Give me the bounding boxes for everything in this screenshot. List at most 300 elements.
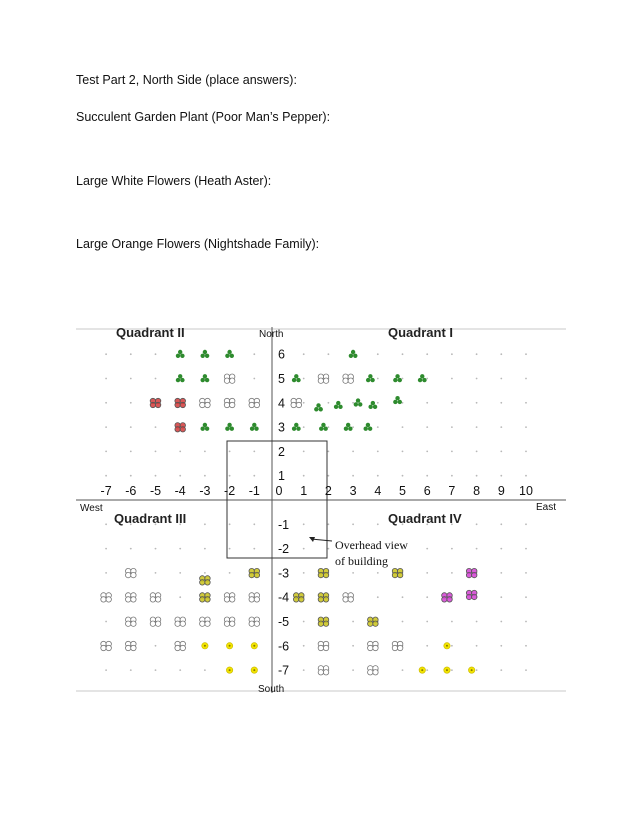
grid-dot <box>352 451 354 453</box>
flower-petal <box>224 378 229 383</box>
grid-dot <box>525 621 527 623</box>
grid-dot <box>476 645 478 647</box>
pink-flower-marker <box>466 590 477 599</box>
succulent-leaf <box>225 354 229 358</box>
pink-flower-marker <box>442 593 453 602</box>
flower-petal <box>150 402 155 407</box>
orange-flower-marker <box>318 593 329 602</box>
succulent-leaf <box>420 374 424 378</box>
flower-petal <box>205 402 210 407</box>
grid-dot <box>426 402 428 404</box>
grid-dot <box>105 523 107 525</box>
orange-flower-marker <box>318 617 329 626</box>
grid-dot <box>451 621 453 623</box>
succulent-marker <box>368 401 377 409</box>
grid-dot <box>155 572 157 574</box>
flower-petal <box>200 621 205 626</box>
yellow-blossom-center <box>229 669 231 671</box>
flower-petal <box>180 621 185 626</box>
succulent-marker <box>201 423 210 431</box>
yellow-flower-marker <box>226 643 232 649</box>
flower-petal <box>466 594 471 599</box>
succulent-leaf <box>373 405 377 409</box>
succulent-leaf <box>250 427 254 431</box>
grid-dot <box>377 596 379 598</box>
succulent-marker <box>393 374 402 382</box>
flower-petal <box>293 597 298 602</box>
y-tick-label: 5 <box>278 372 285 386</box>
grid-dot <box>105 548 107 550</box>
grid-dot <box>525 451 527 453</box>
grid-dot <box>426 475 428 477</box>
north-label: North <box>259 329 284 340</box>
flower-petal <box>200 402 205 407</box>
yellow-flower-marker <box>226 667 232 673</box>
succulent-marker <box>364 423 373 431</box>
x-tick-label: -6 <box>125 484 137 498</box>
y-tick-label: -3 <box>278 566 290 581</box>
succulent-leaf <box>334 405 338 409</box>
y-tick-label: -1 <box>278 517 290 532</box>
yellow-flower-marker <box>419 667 425 673</box>
grid-dot <box>130 426 132 428</box>
flower-petal <box>101 645 106 650</box>
grid-dot <box>179 596 181 598</box>
grid-dot <box>229 572 231 574</box>
succulent-leaf <box>205 427 209 431</box>
succulent-leaf <box>353 354 357 358</box>
x-tick-label: 5 <box>399 484 406 498</box>
x-tick-label: 6 <box>423 484 431 498</box>
succulent-leaf <box>422 378 426 382</box>
flower-petal <box>373 670 378 675</box>
grid-dot <box>426 451 428 453</box>
succulent-leaf <box>254 427 258 431</box>
succulent-leaf <box>180 354 184 358</box>
grid-dot <box>179 451 181 453</box>
succulent-marker <box>225 423 234 431</box>
grid-dot <box>451 451 453 453</box>
flower-petal <box>230 597 235 602</box>
flower-petal <box>368 621 373 626</box>
grid-dot <box>303 645 305 647</box>
succulent-leaf <box>346 423 350 427</box>
quadrant-iv-label: Quadrant IV <box>388 511 462 526</box>
y-tick-label: -6 <box>278 639 290 654</box>
flower-petal <box>447 597 452 602</box>
flower-petal <box>175 645 180 650</box>
white-flower-marker <box>392 641 403 650</box>
succulent-leaf <box>178 350 182 354</box>
grid-dot <box>352 402 354 404</box>
grid-dot <box>525 426 527 428</box>
flower-petal <box>155 597 160 602</box>
grid-dot <box>155 378 157 380</box>
succulent-leaf <box>398 400 402 404</box>
flower-petal <box>180 427 185 432</box>
succulent-leaf <box>356 398 360 402</box>
flower-petal <box>254 621 259 626</box>
grid-dot <box>105 669 107 671</box>
grid-dot <box>229 523 231 525</box>
grid-dot <box>525 353 527 355</box>
succulent-marker <box>349 350 358 358</box>
flower-petal <box>175 621 180 626</box>
flower-petal <box>126 597 131 602</box>
orange-flower-marker <box>368 617 379 626</box>
grid-dot <box>402 669 404 671</box>
grid-dot <box>229 451 231 453</box>
grid-dot <box>155 353 157 355</box>
y-tick-label: 3 <box>278 420 285 435</box>
grid-dot <box>476 378 478 380</box>
grid-dot <box>451 353 453 355</box>
grid-dot <box>130 402 132 404</box>
succulent-leaf <box>252 423 256 427</box>
y-tick-label: -4 <box>278 590 290 605</box>
flower-petal <box>392 572 397 577</box>
grid-dot <box>476 402 478 404</box>
flower-petal <box>180 402 185 407</box>
succulent-leaf <box>344 427 348 431</box>
grid-dot <box>525 475 527 477</box>
succulent-leaf <box>393 400 397 404</box>
grid-dot <box>500 378 502 380</box>
grid-dot <box>352 572 354 574</box>
grid-dot <box>426 353 428 355</box>
grid-dot <box>500 426 502 428</box>
grid-dot <box>303 426 305 428</box>
flower-petal <box>230 621 235 626</box>
grid-dot <box>303 669 305 671</box>
flower-petal <box>230 378 235 383</box>
white-flower-marker <box>291 398 302 407</box>
succulent-marker <box>225 350 234 358</box>
succulent-leaf <box>230 427 234 431</box>
building-label-line1: Overhead view <box>335 538 408 552</box>
flower-petal <box>291 402 296 407</box>
succulent-leaf <box>201 354 205 358</box>
white-flower-marker <box>318 374 329 383</box>
grid-dot <box>130 451 132 453</box>
grid-dot <box>105 378 107 380</box>
succulent-marker <box>344 423 353 431</box>
grid-dot <box>155 645 157 647</box>
succulent-marker <box>176 350 185 358</box>
white-flower-marker <box>318 666 329 675</box>
flower-petal <box>224 621 229 626</box>
grid-dot <box>204 523 206 525</box>
flower-petal <box>200 597 205 602</box>
flower-petal <box>466 572 471 577</box>
succulent-marker <box>366 374 375 382</box>
succulent-leaf <box>338 405 342 409</box>
yellow-flower-marker <box>202 643 208 649</box>
yellow-blossom-center <box>253 645 255 647</box>
grid-dot <box>451 402 453 404</box>
succulent-leaf <box>203 374 207 378</box>
quadrant-iii-label: Quadrant III <box>114 511 187 526</box>
orange-flower-marker <box>293 593 304 602</box>
grid-dot <box>500 669 502 671</box>
yellow-flower-marker <box>251 667 257 673</box>
succulent-leaf <box>398 378 402 382</box>
succulent-leaf <box>364 427 368 431</box>
grid-dot <box>426 426 428 428</box>
succulent-leaf <box>203 423 207 427</box>
succulent-leaf <box>314 407 318 411</box>
grid-dot <box>204 572 206 574</box>
flower-petal <box>175 427 180 432</box>
grid-dot <box>525 402 527 404</box>
grid-dot <box>229 475 231 477</box>
grid-dot <box>426 645 428 647</box>
grid-dot <box>525 596 527 598</box>
grid-dot <box>303 353 305 355</box>
grid-dot <box>105 426 107 428</box>
flower-petal <box>318 597 323 602</box>
grid-dot <box>525 548 527 550</box>
grid-dot <box>204 669 206 671</box>
grid-dot <box>426 378 428 380</box>
flower-petal <box>368 670 373 675</box>
succulent-leaf <box>336 401 340 405</box>
flower-petal <box>131 572 136 577</box>
flower-petal <box>126 621 131 626</box>
flower-petal <box>150 621 155 626</box>
grid-dot <box>253 523 255 525</box>
x-tick-label: 1 <box>300 484 308 498</box>
flower-petal <box>254 597 259 602</box>
succulent-leaf <box>368 374 372 378</box>
grid-dot <box>426 596 428 598</box>
grid-dot <box>328 451 330 453</box>
grid-dot <box>426 669 428 671</box>
grid-dot <box>500 621 502 623</box>
grid-dot <box>130 475 132 477</box>
flower-petal <box>230 402 235 407</box>
x-tick-label: 0 <box>275 484 283 498</box>
grid-dot <box>500 402 502 404</box>
yellow-blossom-center <box>229 645 231 647</box>
grid-dot <box>130 669 132 671</box>
flower-petal <box>472 594 477 599</box>
flower-petal <box>254 402 259 407</box>
grid-dot <box>377 378 379 380</box>
grid-dot <box>525 645 527 647</box>
yellow-flower-marker <box>251 643 257 649</box>
flower-petal <box>348 378 353 383</box>
grid-dot <box>426 621 428 623</box>
grid-dot <box>451 475 453 477</box>
grid-dot <box>253 475 255 477</box>
grid-dot <box>377 426 379 428</box>
succulent-leaf <box>395 396 399 400</box>
succulent-leaf <box>296 427 300 431</box>
x-tick-labels <box>101 484 533 498</box>
flower-petal <box>397 572 402 577</box>
x-tick-label: 9 <box>497 484 505 498</box>
grid-dot <box>253 451 255 453</box>
flower-petal <box>368 645 373 650</box>
y-tick-label: -7 <box>278 663 290 678</box>
grid-dot <box>328 475 330 477</box>
grid-dot <box>303 572 305 574</box>
succulent-leaf <box>176 378 180 382</box>
x-tick-label: 3 <box>349 484 357 498</box>
flower-petal <box>343 597 348 602</box>
grid-dot <box>352 621 354 623</box>
yellow-flower-marker <box>444 667 450 673</box>
grid-dot <box>179 669 181 671</box>
grid-dot <box>204 451 206 453</box>
quadrant-i-label: Quadrant I <box>388 325 454 340</box>
grid-dot <box>426 548 428 550</box>
east-label: East <box>536 502 557 513</box>
succulent-marker <box>354 398 363 406</box>
flower-petal <box>249 402 254 407</box>
flower-petal <box>205 580 210 585</box>
building-label-line2: of building <box>335 554 388 568</box>
succulent-leaf <box>349 354 353 358</box>
yellow-flower-marker <box>444 643 450 649</box>
grid-dot <box>500 548 502 550</box>
grid-dot <box>352 426 354 428</box>
succulent-leaf <box>348 427 352 431</box>
grid-dot <box>303 548 305 550</box>
grid-dot <box>451 378 453 380</box>
grid-dot <box>253 353 255 355</box>
flower-petal <box>472 572 477 577</box>
grid-dot <box>179 548 181 550</box>
succulent-leaf <box>351 350 355 354</box>
grid-dot <box>500 475 502 477</box>
flower-petal <box>318 621 323 626</box>
grid-dot <box>105 621 107 623</box>
flower-petal <box>373 645 378 650</box>
flower-petal <box>131 621 136 626</box>
orange-flower-marker <box>200 576 211 585</box>
yellow-blossom-center <box>446 645 448 647</box>
grid-dot <box>253 378 255 380</box>
succulent-leaf <box>205 354 209 358</box>
grid-dot <box>377 402 379 404</box>
grid-dot <box>402 621 404 623</box>
succulent-marker <box>418 374 427 382</box>
succulent-marker <box>393 396 402 404</box>
succulent-leaf <box>368 427 372 431</box>
grid-dot <box>377 475 379 477</box>
yellow-flower-marker <box>468 667 474 673</box>
succulent-leaf <box>230 354 234 358</box>
grid-dot <box>130 353 132 355</box>
white-flower-marker <box>343 593 354 602</box>
flower-petal <box>150 597 155 602</box>
white-flower-marker <box>368 666 379 675</box>
grid-dot <box>352 523 354 525</box>
grid-dot <box>402 596 404 598</box>
succulent-leaf <box>180 378 184 382</box>
flower-petal <box>155 621 160 626</box>
grid-dot <box>476 548 478 550</box>
x-tick-label: -4 <box>174 484 186 498</box>
grid-dot <box>426 572 428 574</box>
grid-dot <box>229 548 231 550</box>
white-flower-marker <box>318 641 329 650</box>
grid-dot <box>328 548 330 550</box>
succulent-marker <box>319 423 328 431</box>
succulent-leaf <box>366 378 370 382</box>
grid-dot <box>155 548 157 550</box>
flower-petal <box>106 645 111 650</box>
x-tick-label: 2 <box>324 484 332 498</box>
y-tick-label: -5 <box>278 615 290 629</box>
flower-petal <box>249 597 254 602</box>
flower-petal <box>224 597 229 602</box>
succulent-leaf <box>368 405 372 409</box>
grid-dot <box>500 451 502 453</box>
x-tick-label: -7 <box>100 484 112 498</box>
grid-dot <box>105 572 107 574</box>
y-tick-label: 1 <box>278 469 285 484</box>
flower-petal <box>323 621 328 626</box>
grid-dot <box>377 353 379 355</box>
succulent-marker <box>292 374 301 382</box>
grid-dot <box>500 596 502 598</box>
flower-petal <box>343 378 348 383</box>
grid-dot <box>130 378 132 380</box>
grid-dot <box>402 451 404 453</box>
grid-dot <box>451 572 453 574</box>
flower-petal <box>200 580 205 585</box>
grid-dot <box>476 475 478 477</box>
grid-dot <box>352 475 354 477</box>
succulent-marker <box>292 423 301 431</box>
x-tick-label: 4 <box>374 484 382 498</box>
flower-petal <box>175 402 180 407</box>
flower-petal <box>323 670 328 675</box>
white-flower-marker <box>343 374 354 383</box>
grid-dot <box>500 572 502 574</box>
grid-dot <box>500 645 502 647</box>
succulent-leaf <box>294 374 298 378</box>
grid-dot <box>130 548 132 550</box>
succulent-marker <box>201 374 210 382</box>
succulent-marker <box>314 403 323 411</box>
succulent-leaf <box>178 374 182 378</box>
grid-dot <box>179 572 181 574</box>
succulent-leaf <box>227 350 231 354</box>
yellow-blossom-center <box>446 669 448 671</box>
grid-dot <box>500 523 502 525</box>
flower-petal <box>101 597 106 602</box>
flower-petal <box>373 621 378 626</box>
question-white-flowers: Large White Flowers (Heath Aster): <box>76 174 272 188</box>
grid-dot <box>402 475 404 477</box>
grid-dot <box>377 523 379 525</box>
grid-dot <box>303 523 305 525</box>
grid-dot <box>451 548 453 550</box>
succulent-leaf <box>371 401 375 405</box>
flower-petal <box>155 402 160 407</box>
flower-petal <box>299 597 304 602</box>
succulent-leaf <box>201 427 205 431</box>
grid-dot <box>328 353 330 355</box>
succulent-leaf <box>294 423 298 427</box>
grid-dot <box>303 451 305 453</box>
x-tick-label: -5 <box>149 484 162 498</box>
grid-dot <box>204 475 206 477</box>
